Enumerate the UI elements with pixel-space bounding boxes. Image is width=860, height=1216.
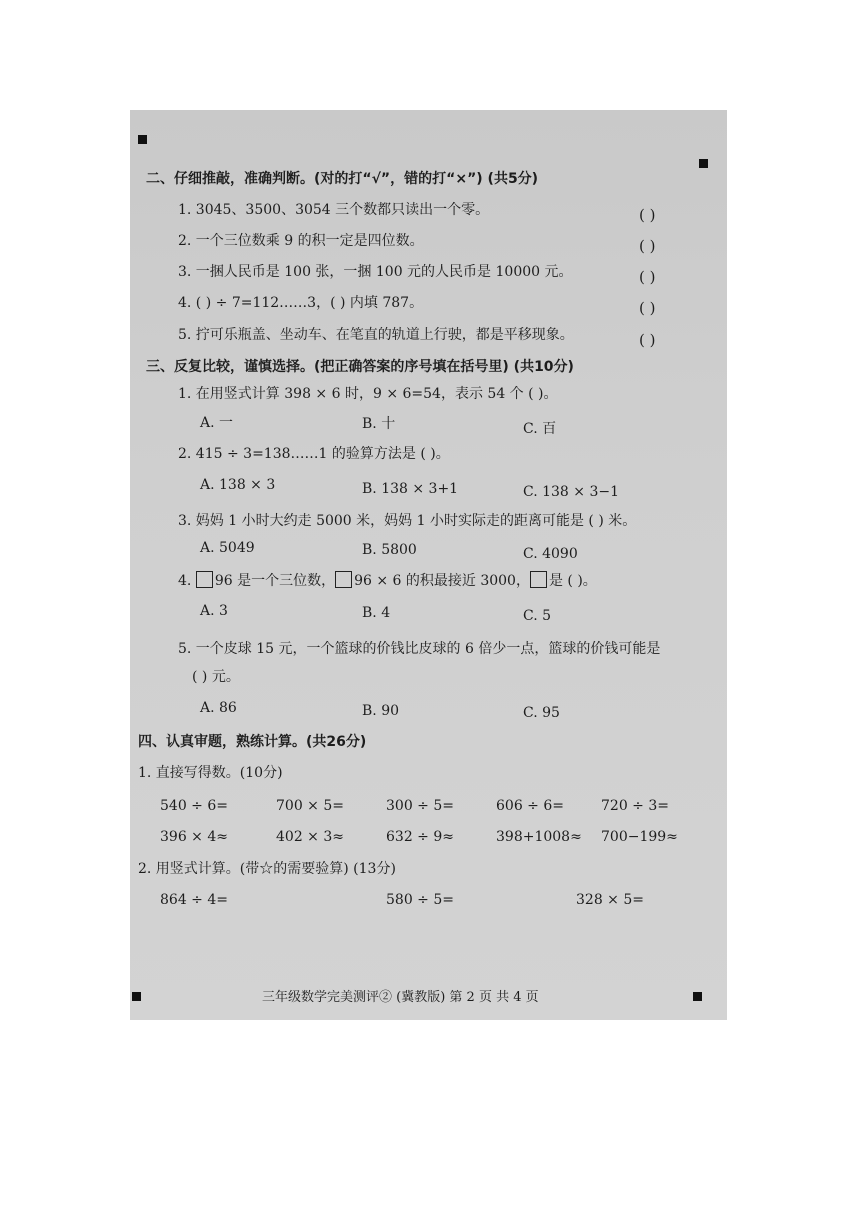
blank-box-1[interactable] (196, 571, 213, 588)
answer-blank-2[interactable]: ( ) (639, 237, 656, 255)
vertical-calc-item: 864 ÷ 4= (160, 892, 228, 908)
section3-title: 三、反复比较，谨慎选择。(把正确答案的序号填在括号里) (共10分) (146, 359, 574, 375)
corner-mark-top-left (138, 135, 147, 144)
estimate-item: 396 × 4≈ (160, 829, 228, 845)
judge-item-1: 1. 3045、3500、3054 三个数都只读出一个零。 (178, 202, 490, 218)
choice-q1-stem: 1. 在用竖式计算 398 × 6 时，9 × 6=54，表示 54 个 ( )。 (178, 386, 558, 402)
choice-q4-option-b: B. 4 (362, 605, 391, 621)
calc-item: 540 ÷ 6= (160, 798, 228, 814)
answer-blank-4[interactable]: ( ) (639, 299, 656, 317)
choice-q3-stem: 3. 妈妈 1 小时大约走 5000 米，妈妈 1 小时实际走的距离可能是 ( ) 米。 (178, 513, 637, 529)
calc-item: 700 × 5= (276, 798, 344, 814)
choice-q5-stem-continued: ( ) 元。 (192, 669, 240, 685)
calc-part2-title: 2. 用竖式计算。(带☆的需要验算) (13分) (138, 861, 396, 877)
section2-title: 二、仔细推敲，准确判断。(对的打“√”，错的打“×”) (共5分) (146, 171, 539, 187)
judge-item-2: 2. 一个三位数乘 9 的积一定是四位数。 (178, 233, 424, 249)
calc-part1-title: 1. 直接写得数。(10分) (138, 765, 283, 781)
choice-q5-stem: 5. 一个皮球 15 元，一个篮球的价钱比皮球的 6 倍少一点，篮球的价钱可能是 (178, 641, 661, 657)
estimate-item: 632 ÷ 9≈ (386, 829, 454, 845)
choice-q3-option-a: A. 5049 (200, 540, 255, 556)
judge-item-4: 4. ( ) ÷ 7=112……3，( ) 内填 787。 (178, 295, 424, 311)
choice-q1-option-b: B. 十 (362, 416, 396, 432)
choice-q5-option-a: A. 86 (200, 700, 237, 716)
choice-q4-option-a: A. 3 (200, 603, 228, 619)
blank-box-2[interactable] (335, 571, 352, 588)
estimate-item: 398+1008≈ (496, 829, 582, 845)
choice-q5-option-c: C. 95 (523, 705, 560, 721)
choice-q1-option-a: A. 一 (200, 415, 234, 431)
corner-mark-bottom-left (132, 992, 141, 1001)
section4-title: 四、认真审题，熟练计算。(共26分) (138, 734, 367, 750)
answer-blank-1[interactable]: ( ) (639, 206, 656, 224)
choice-q1-option-c: C. 百 (523, 421, 557, 437)
choice-q2-stem: 2. 415 ÷ 3=138……1 的验算方法是 ( )。 (178, 446, 450, 462)
choice-q3-option-c: C. 4090 (523, 546, 578, 562)
answer-blank-3[interactable]: ( ) (639, 268, 656, 286)
calc-item: 300 ÷ 5= (386, 798, 454, 814)
corner-mark-top-right (699, 159, 708, 168)
choice-q4-part1: 96 是一个三位数， (214, 573, 336, 589)
choice-q4-option-c: C. 5 (523, 608, 552, 624)
choice-q4-part2: 96 × 6 的积最接近 3000， (354, 573, 530, 589)
exam-page (130, 110, 727, 1020)
judge-item-5: 5. 拧可乐瓶盖、坐动车、在笔直的轨道上行驶，都是平移现象。 (178, 327, 574, 343)
calc-item: 720 ÷ 3= (601, 798, 669, 814)
estimate-item: 700−199≈ (601, 829, 678, 845)
blank-box-3[interactable] (530, 571, 547, 588)
estimate-item: 402 × 3≈ (276, 829, 344, 845)
corner-mark-bottom-right (693, 992, 702, 1001)
choice-q2-option-a: A. 138 × 3 (200, 477, 276, 493)
choice-q5-option-b: B. 90 (362, 703, 400, 719)
choice-q2-option-b: B. 138 × 3+1 (362, 481, 459, 497)
choice-q3-option-b: B. 5800 (362, 542, 417, 558)
calc-item: 606 ÷ 6= (496, 798, 564, 814)
vertical-calc-item: 580 ÷ 5= (386, 892, 454, 908)
vertical-calc-item: 328 × 5= (576, 892, 644, 908)
answer-blank-5[interactable]: ( ) (639, 331, 656, 349)
choice-q4-stem (178, 571, 597, 590)
page-footer: 三年级数学完美测评② (冀教版) 第 2 页 共 4 页 (262, 990, 539, 1005)
choice-q2-option-c: C. 138 × 3−1 (523, 484, 620, 500)
judge-item-3: 3. 一捆人民币是 100 张，一捆 100 元的人民币是 10000 元。 (178, 264, 573, 280)
choice-q4-part3: 是 ( )。 (548, 573, 597, 589)
choice-q4-number: 4. (178, 573, 192, 589)
